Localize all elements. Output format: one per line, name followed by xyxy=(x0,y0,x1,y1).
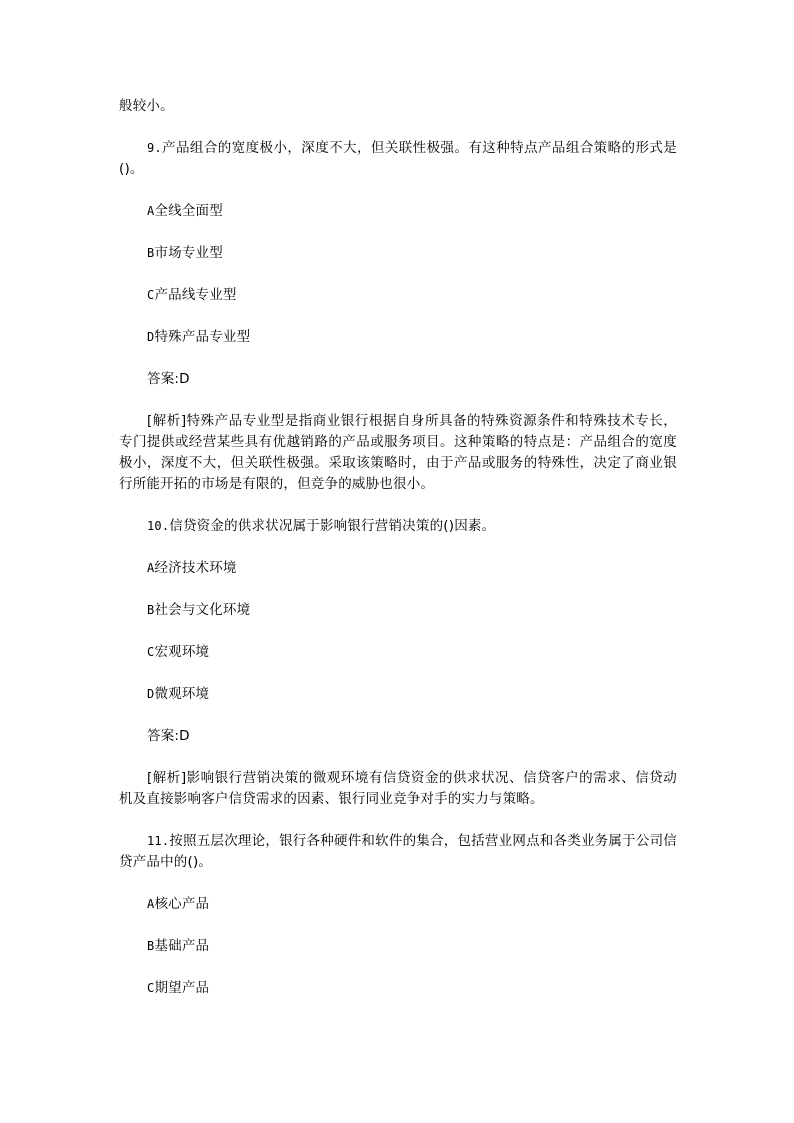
question-text: 信贷资金的供求状况属于影响银行营销决策的()因素。 xyxy=(169,518,496,534)
document-page xyxy=(119,96,677,1020)
option-letter: B xyxy=(147,603,155,617)
question-9 xyxy=(119,138,677,495)
option-text: 经济技术环境 xyxy=(154,560,237,576)
option-text: 基础产品 xyxy=(154,938,210,954)
analysis-text: [解析]影响银行营销决策的微观环境有信贷资金的供求状况、信贷客户的需求、信贷动机及直接影响客户信贷需求的因素、银行同业竞争对手的实力与策略。 xyxy=(119,770,677,807)
option-letter: B xyxy=(147,939,155,953)
option-b xyxy=(119,600,677,621)
option-letter: D xyxy=(147,687,155,701)
answer-line: 答案:D xyxy=(147,728,190,744)
option-text: 微观环境 xyxy=(154,686,210,702)
option-c xyxy=(119,978,677,999)
option-text: 社会与文化环境 xyxy=(154,602,251,618)
option-letter: D xyxy=(147,330,155,344)
question-stem xyxy=(119,831,677,873)
question-text: 按照五层次理论，银行各种硬件和软件的集合，包括营业网点和各类业务属于公司信贷产品中的()。 xyxy=(119,833,677,870)
option-letter: A xyxy=(147,561,155,575)
question-number: 9. xyxy=(147,141,162,155)
continuation-text: 般较小。 xyxy=(119,98,174,114)
option-letter: A xyxy=(147,204,155,218)
question-11 xyxy=(119,831,677,999)
question-10 xyxy=(119,516,677,810)
option-text: 产品线专业型 xyxy=(154,287,237,303)
option-text: 宏观环境 xyxy=(154,644,210,660)
question-number: 10. xyxy=(147,519,170,533)
option-a xyxy=(119,894,677,915)
option-a xyxy=(119,558,677,579)
question-stem xyxy=(119,138,677,180)
option-letter: C xyxy=(147,981,155,995)
option-c xyxy=(119,285,677,306)
option-c xyxy=(119,642,677,663)
option-d xyxy=(119,327,677,348)
option-text: 特殊产品专业型 xyxy=(154,329,251,345)
option-text: 期望产品 xyxy=(154,980,210,996)
question-stem xyxy=(119,516,677,537)
option-text: 全线全面型 xyxy=(154,203,223,219)
analysis-text: [解析]特殊产品专业型是指商业银行根据自身所具备的特殊资源条件和特殊技术专长，专门提供或经营某些具有优越销路的产品或服务项目。这种策略的特点是：产品组合的宽度极小，深度不大，但关联性极强。采取该策略时，由于产品或服务的特殊性，决定了商业银行所能开拓的市场是有限的，但竞争的威胁也很小。 xyxy=(119,413,677,492)
question-text: 产品组合的宽度极小，深度不大，但关联性极强。有这种特点产品组合策略的形式是()。 xyxy=(119,140,677,177)
option-letter: A xyxy=(147,897,155,911)
option-letter: C xyxy=(147,645,155,659)
option-letter: B xyxy=(147,246,155,260)
option-text: 市场专业型 xyxy=(154,245,223,261)
option-a xyxy=(119,201,677,222)
option-d xyxy=(119,684,677,705)
answer-line: 答案:D xyxy=(147,371,190,387)
question-number: 11. xyxy=(147,834,170,848)
option-letter: C xyxy=(147,288,155,302)
option-b xyxy=(119,243,677,264)
option-b xyxy=(119,936,677,957)
option-text: 核心产品 xyxy=(154,896,210,912)
